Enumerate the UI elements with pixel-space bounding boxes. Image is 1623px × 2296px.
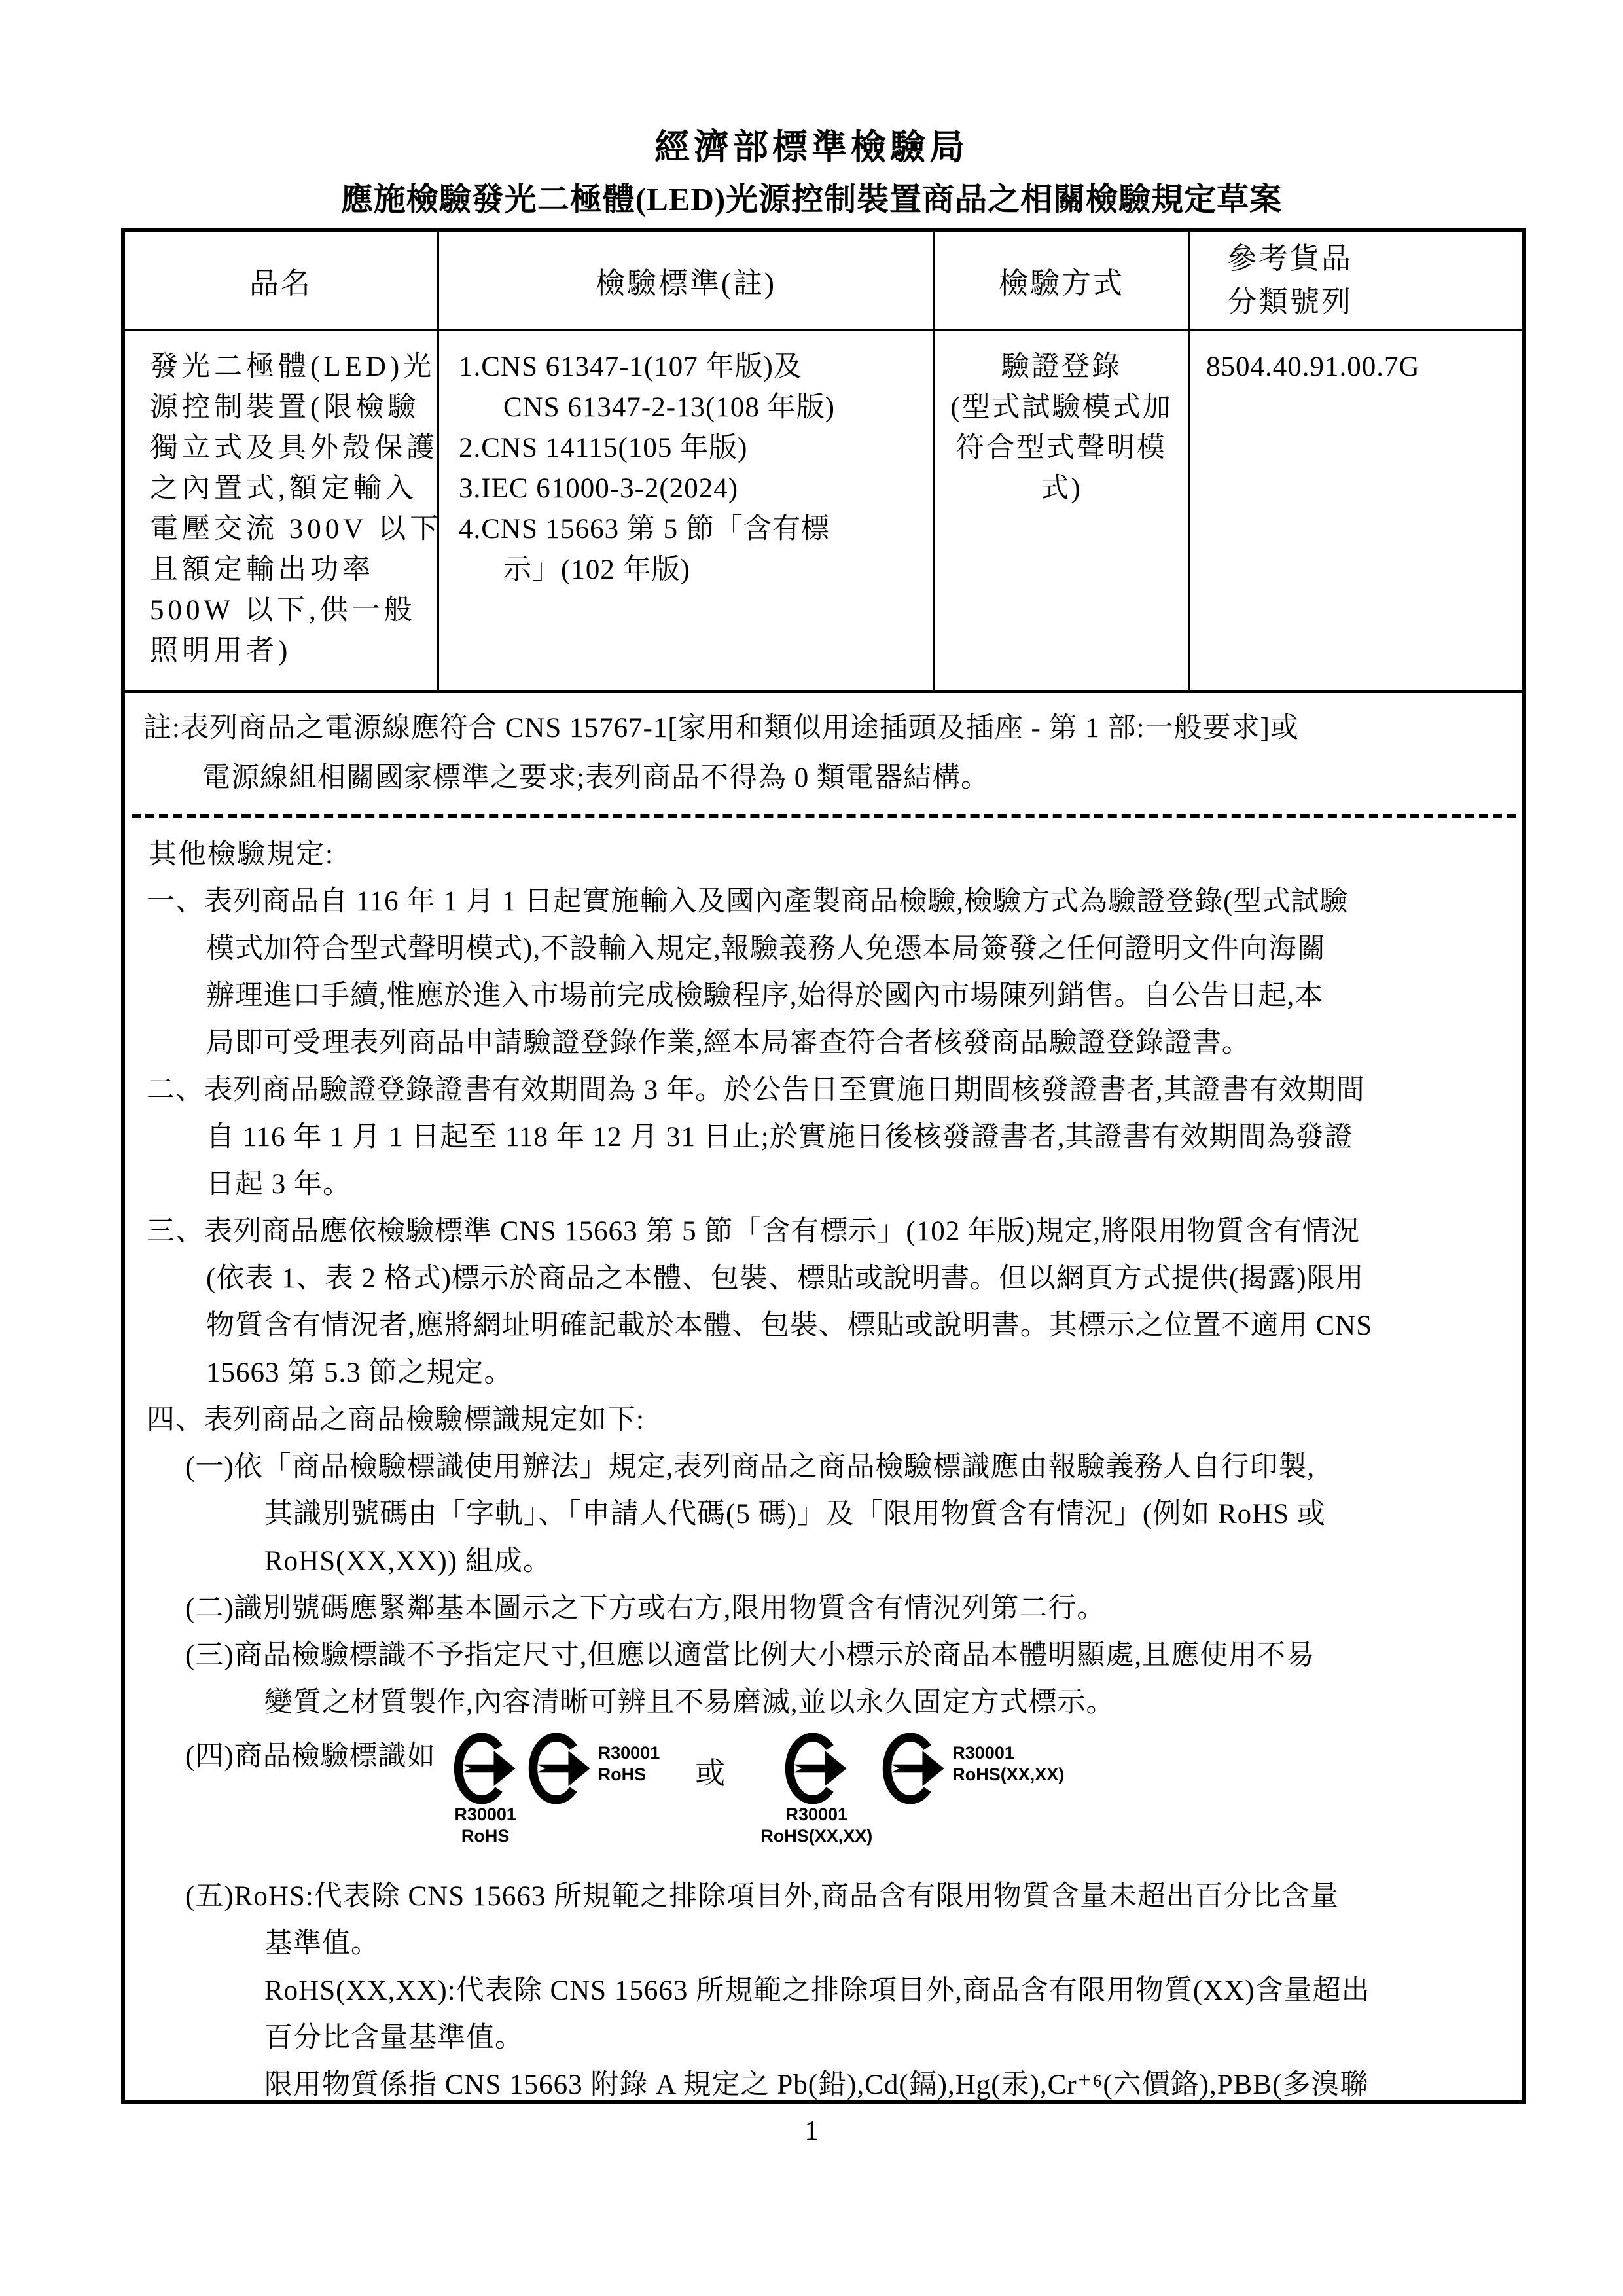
column-header-standard: 檢驗標準(註): [439, 232, 935, 331]
regulation-item-1-line: 模式加符合型式聲明模式),不設輸入規定,報驗義務人免憑本局簽發之任何證明文件向海關: [206, 933, 1326, 964]
mark-rohs-label: RoHS: [597, 1765, 647, 1784]
product-name-line: 發光二極體(LED)光: [150, 351, 436, 382]
method-line: 驗證登錄: [1001, 351, 1122, 382]
method-line: (型式試驗模式加: [950, 392, 1173, 423]
column-header-tariff-line1: 參考貨品: [1227, 242, 1353, 275]
regulation-item-4-1-line: (一)依「商品檢驗標識使用辦法」規定,表列商品之商品檢驗標識應由報驗義務人自行印製,: [185, 1452, 1315, 1482]
regulation-item-4-1-line: 其識別號碼由「字軌」、「申請人代碼(5 碼)」及「限用物質含有情況」(例如 RoHS 或: [264, 1499, 1326, 1530]
cell-inspection-method: [935, 331, 1190, 690]
standard-line: CNS 61347-2-13(108 年版): [503, 392, 835, 423]
regulation-item-3-line: 三、表列商品應依檢驗標準 CNS 15663 第 5 節「含有標示」(102 年版)規定,將限用物質含有情況: [147, 1216, 1361, 1247]
regulation-item-4-3-line: 變質之材質製作,內容清晰可辨且不易磨滅,並以永久固定方式標示。: [264, 1687, 1115, 1718]
method-line: 符合型式聲明模: [956, 433, 1167, 463]
mark-rohs-xx-label: RoHS(XX,XX): [760, 1826, 873, 1846]
bsmi-mark-id-below: [453, 1733, 518, 1847]
regulation-item-4-4-label: (四)商品檢驗標識如: [185, 1741, 436, 1772]
regulation-item-4-5-line: RoHS(XX,XX):代表除 CNS 15663 所規範之排除項目外,商品含有限用物質(XX)含量超出: [264, 1975, 1370, 2006]
bsmi-inspection-mark-icon: [784, 1733, 849, 1804]
or-word: 或: [695, 1757, 726, 1790]
bsmi-inspection-mark-icon: [882, 1733, 947, 1804]
product-name-line: 500W 以下,供一般: [150, 595, 416, 626]
mark-code-label: R30001: [952, 1743, 1014, 1763]
method-line: 式): [1041, 473, 1082, 504]
regulation-item-2-line: 二、表列商品驗證登錄證書有效期間為 3 年。於公告日至實施日期間核發證書者,其證書有效期間: [147, 1075, 1365, 1105]
product-name-line: 且額定輸出功率: [150, 554, 374, 585]
page-number: 1: [804, 2116, 819, 2146]
bsmi-inspection-mark-icon: [453, 1733, 518, 1804]
regulations-heading: 其他檢驗規定:: [149, 839, 334, 870]
regulation-table-box: [121, 228, 1526, 2104]
regulation-item-4-2-line: (二)識別號碼應緊鄰基本圖示之下方或右方,限用物質含有情況列第二行。: [185, 1593, 1106, 1624]
note-line: 註:表列商品之電源線應符合 CNS 15767-1[家用和類似用途插頭及插座 - 第 1 部:一般要求]或: [143, 713, 1299, 744]
regulation-item-1-line: 辦理進口手續,惟應於進入市場前完成檢驗程序,始得於國內市場陳列銷售。自公告日起,本: [206, 980, 1324, 1011]
cell-inspection-standards: [439, 331, 935, 690]
regulation-item-3-line: (依表 1、表 2 格式)標示於商品之本體、包裝、標貼或說明書。但以網頁方式提供(揭露)限用: [206, 1263, 1364, 1294]
product-name-line: 源控制裝置(限檢驗: [150, 392, 420, 423]
regulation-item-4-5-line: 限用物質係指 CNS 15663 附錄 A 規定之 Pb(鉛),Cd(鎘),Hg(汞),Cr⁺⁶(六價鉻),PBB(多溴聯: [264, 2070, 1369, 2100]
regulation-item-3-line: 物質含有情況者,應將網址明確記載於本體、包裝、標貼或說明書。其標示之位置不適用 CNS: [206, 1310, 1373, 1341]
standard-line: 2.CNS 14115(105 年版): [459, 433, 748, 463]
standard-line: 1.CNS 61347-1(107 年版)及: [459, 351, 802, 382]
bsmi-mark-id-right: [527, 1733, 660, 1804]
mark-code-label: R30001: [597, 1743, 660, 1763]
inspection-table: [125, 232, 1522, 693]
column-header-method: 檢驗方式: [935, 232, 1190, 331]
regulation-item-3-line: 15663 第 5.3 節之規定。: [206, 1357, 513, 1388]
regulation-item-4-3-line: (三)商品檢驗標識不予指定尺寸,但應以適當比例大小標示於商品本體明顯處,且應使用不易: [185, 1640, 1315, 1671]
cell-product-name: [125, 331, 442, 690]
regulation-item-2-line: 自 116 年 1 月 1 日起至 118 年 12 月 31 日止;於實施日後核發證書者,其證書有效期間為發證: [206, 1122, 1353, 1153]
table-note: [125, 693, 1522, 803]
product-name-line: 照明用者): [150, 636, 292, 666]
regulation-item-1-line: 局即可受理表列商品申請驗證登錄作業,經本局審查符合者核發商品驗證登錄證書。: [206, 1028, 1251, 1058]
regulation-item-4-heading: 四、表列商品之商品檢驗標識規定如下:: [147, 1405, 645, 1435]
page-subtitle: 應施檢驗發光二極體(LED)光源控制裝置商品之相關檢驗規定草案: [340, 181, 1283, 217]
bsmi-inspection-mark-icon: [527, 1733, 593, 1804]
bsmi-mark-id-right-xx: [882, 1733, 1064, 1804]
note-line: 電源線組相關國家標準之要求;表列商品不得為 0 類電器結構。: [202, 762, 990, 793]
mark-rohs-label: RoHS: [461, 1826, 510, 1846]
other-regulations-section: [125, 818, 1522, 2109]
regulation-item-4-5-line: (五)RoHS:代表除 CNS 15663 所規範之排除項目外,商品含有限用物質含量未超出百分比含量: [185, 1881, 1339, 1912]
mark-code-label: R30001: [785, 1804, 848, 1824]
page-title: 經濟部標準檢驗局: [654, 128, 969, 167]
column-header-product-name: 品名: [125, 232, 439, 331]
mark-rohs-xx-label: RoHS(XX,XX): [952, 1765, 1065, 1784]
regulation-item-4-5-line: 基準值。: [264, 1928, 380, 1959]
mark-code-label: R30001: [454, 1804, 516, 1824]
standard-line: 3.IEC 61000-3-2(2024): [459, 473, 739, 504]
bsmi-mark-id-below-xx: [760, 1733, 872, 1847]
tariff-code: 8504.40.91.00.7G: [1206, 351, 1420, 382]
regulation-item-4-1-line: RoHS(XX,XX)) 組成。: [264, 1546, 552, 1577]
column-header-tariff-line2: 分類號列: [1227, 285, 1353, 318]
product-name-line: 電壓交流 300V 以下: [150, 514, 442, 545]
product-name-line: 之內置式,額定輸入: [150, 473, 418, 504]
regulation-item-4-5-line: 百分比含量基準值。: [264, 2022, 524, 2053]
product-name-line: 獨立式及具外殼保護: [150, 433, 438, 463]
column-header-tariff: [1190, 232, 1522, 331]
regulation-item-1-line: 一、表列商品自 116 年 1 月 1 日起實施輸入及國內產製商品檢驗,檢驗方式為驗證登錄(型式試驗: [147, 886, 1349, 917]
certification-marks-row: [125, 1733, 1522, 1869]
regulation-item-2-line: 日起 3 年。: [206, 1169, 351, 1200]
cell-tariff-code: [1190, 331, 1522, 690]
standard-line: 4.CNS 15663 第 5 節「含有標: [459, 514, 830, 545]
dashed-separator: [132, 814, 1516, 818]
standard-line: 示」(102 年版): [503, 554, 690, 585]
